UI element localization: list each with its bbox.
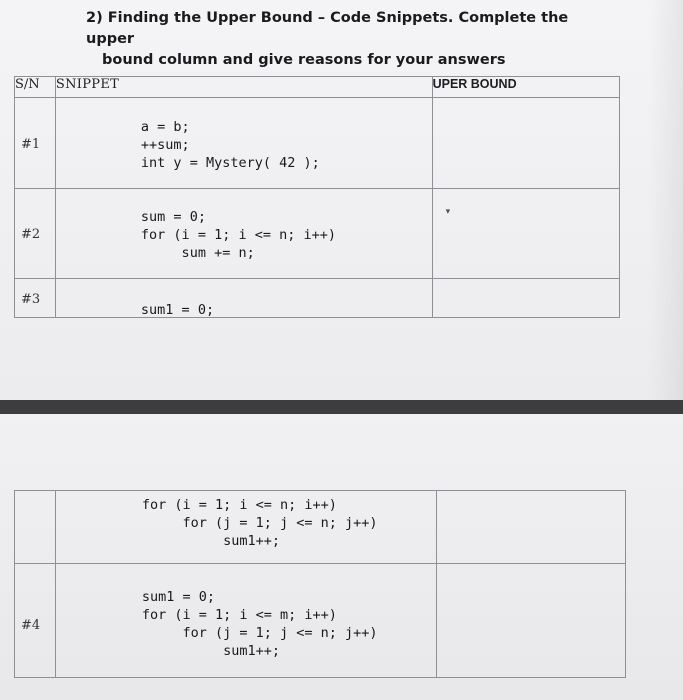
header-upper-bound: UPER BOUND bbox=[432, 77, 619, 98]
table-row bbox=[15, 189, 620, 279]
question-heading-line-1: 2) Finding the Upper Bound – Code Snippets. Complete the upper bbox=[86, 10, 569, 47]
snippet-cell bbox=[55, 189, 432, 279]
upper-bound-answer-cell[interactable] bbox=[432, 279, 619, 318]
upper-bound-answer-cell[interactable] bbox=[432, 98, 619, 189]
snippet-cell bbox=[55, 491, 436, 564]
row-sn-cell bbox=[15, 189, 56, 279]
upper-bound-answer-cell[interactable] bbox=[432, 189, 619, 279]
row-sn: #4 bbox=[21, 618, 41, 633]
snippet-cell bbox=[55, 98, 432, 189]
code-snippet: sum = 0; for (i = 1; i <= n; i++) sum += n; bbox=[140, 209, 336, 261]
code-snippet: a = b; ++sum; int y = Mystery( 42 ); bbox=[140, 119, 320, 171]
code-snippet: sum1 = 0; for (i = 1; i <= m; i++) for (j = 1; j <= n; j++) sum1++; bbox=[141, 589, 378, 659]
snippet-cell bbox=[55, 279, 432, 318]
row-sn: #3 bbox=[21, 292, 41, 307]
question-heading bbox=[86, 8, 606, 71]
table-row bbox=[15, 279, 620, 318]
upper-bound-answer-cell[interactable] bbox=[436, 491, 625, 564]
upper-bound-answer-cell[interactable] bbox=[436, 564, 625, 678]
row-sn: #2 bbox=[21, 227, 41, 242]
header-sn: S/N bbox=[15, 77, 56, 98]
stray-mark-icon: ▾ bbox=[445, 207, 451, 217]
upper-bound-table bbox=[14, 76, 620, 318]
upper-bound-table-continued bbox=[14, 490, 626, 678]
page-gap-divider bbox=[0, 400, 683, 414]
page-shadow bbox=[648, 0, 683, 400]
table-header-row bbox=[15, 77, 620, 98]
code-snippet: sum1 = 0; bbox=[140, 302, 215, 318]
row-sn-cell bbox=[15, 564, 56, 678]
row-sn-cell bbox=[15, 98, 56, 189]
row-sn: #1 bbox=[21, 137, 41, 152]
snippet-cell bbox=[55, 564, 436, 678]
row-sn-cell bbox=[15, 491, 56, 564]
question-heading-line-2: bound column and give reasons for your answers bbox=[102, 52, 506, 68]
row-sn-cell bbox=[15, 279, 56, 318]
code-snippet: for (i = 1; i <= n; i++) for (j = 1; j <= n; j++) sum1++; bbox=[141, 497, 378, 549]
table-row bbox=[15, 491, 626, 564]
header-snippet: SNIPPET bbox=[55, 77, 432, 98]
table-row bbox=[15, 98, 620, 189]
table-row bbox=[15, 564, 626, 678]
